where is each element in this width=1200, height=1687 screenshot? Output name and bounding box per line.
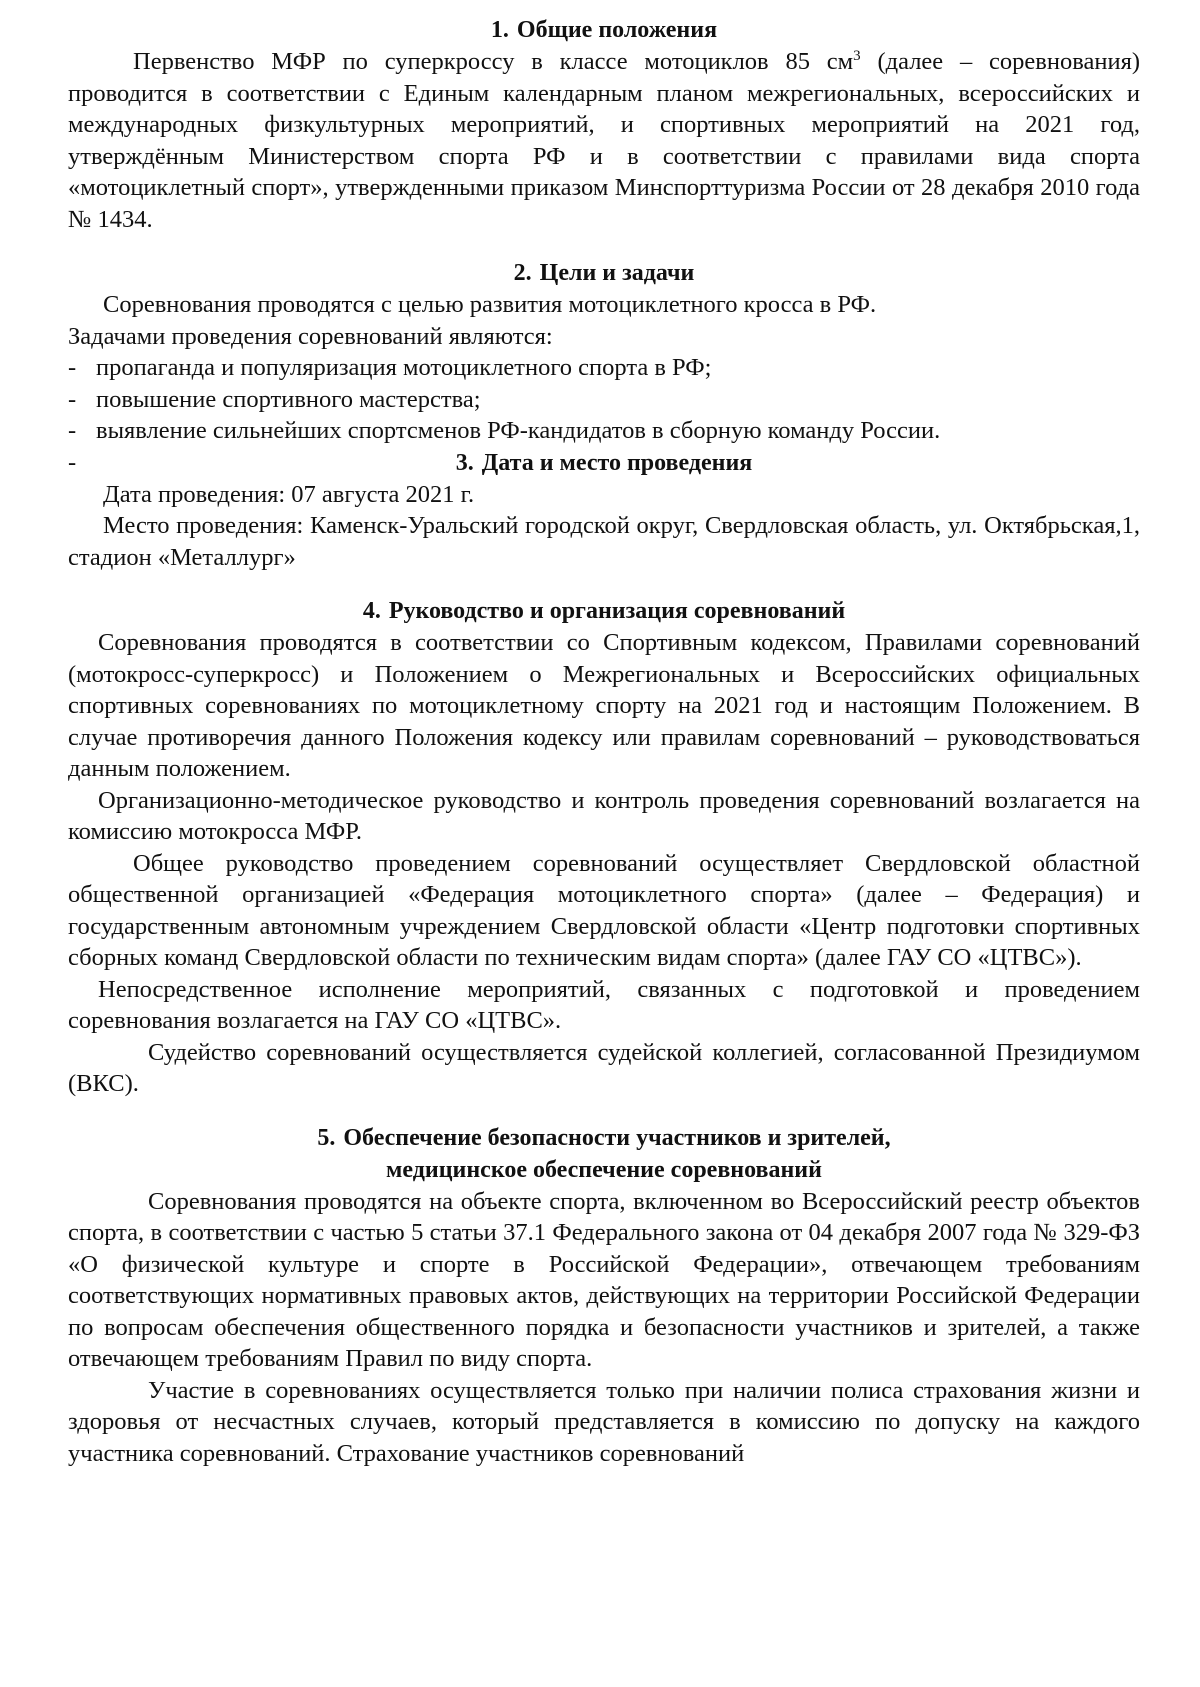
section-2-title (68, 257, 1140, 289)
spacer (68, 1100, 1140, 1122)
section-4-title (68, 595, 1140, 627)
list-item: - выявление сильнейших спортсменов РФ-кандидатов в сборную команду России. (68, 415, 1140, 447)
section-3-title-text: Дата и место проведения (481, 449, 753, 476)
section-5-number: 5. (317, 1124, 336, 1151)
section-1-paragraph-1-text: Первенство МФР по суперкроссу в классе мотоциклов 85 см (133, 48, 854, 75)
spacer (68, 235, 1140, 257)
section-4-paragraph-2: Организационно-методическое руководство и контроль проведения соревнований возлагается на комиссию мотокросса МФР. (68, 786, 1140, 845)
section-1-paragraph-1-cont: (далее – соревнования) проводится в соответствии с Единым календарным планом межрегиональных, всероссийских и международных физкультурных мероприятий, и спортивных мероприятий на 2021 год, утверждённым Министерством спорта РФ и в соответствии с правилами вида спорта «мотоциклетный спорт», утвержденными приказом Минспорттуризма России от 28 декабря 2010 года № 1434. (68, 48, 1141, 233)
section-3-number: 3. (455, 449, 474, 476)
section-3-title (68, 447, 1140, 479)
section-5-title (68, 1122, 1140, 1154)
section-1-title-text: Общие положения (516, 17, 718, 43)
superscript-3: 3 (853, 47, 861, 64)
section-1-number: 1. (490, 17, 509, 43)
section-2-number: 2. (513, 260, 532, 286)
section-2-paragraph-1: Соревнования проводятся с целью развития мотоциклетного кросса в РФ. (103, 291, 877, 318)
section-2-paragraph-2: Задачами проведения соревнований являются: (68, 322, 553, 350)
tasks-list (68, 352, 1140, 447)
section-4-paragraph-3: Общее руководство проведением соревнований осуществляет Свердловской областной общественной организацией «Федерация мотоциклетного спорта» (далее – Федерация) и государственным автономным учреждением Свердловской области «Центр подготовки спортивных сборных команд Свердловской области по техническим видам спорта» (далее ГАУ СО «ЦТВС»). (68, 849, 1140, 971)
section-4-title-text: Руководство и организация соревнований (388, 598, 846, 624)
section-5-title-line-2: медицинское обеспечение соревнований (386, 1156, 822, 1183)
section-3-paragraph-2: Место проведения: Каменск-Уральский городской округ, Свердловская область, ул. Октябрьская,1, стадион «Металлург» (68, 512, 1140, 571)
section-4-paragraph-5: Судейство соревнований осуществляется судейской коллегией, согласованной Президиумом (ВКС). (68, 1038, 1140, 1097)
list-item: - повышение спортивного мастерства; (68, 384, 1140, 416)
section-5-title-text: Обеспечение безопасности участников и зрителей, (343, 1124, 891, 1151)
spacer (68, 573, 1140, 595)
section-3-paragraph-1: Дата проведения: 07 августа 2021 г. (103, 480, 475, 508)
section-4-paragraph-1: Соревнования проводятся в соответствии со Спортивным кодексом, Правилами соревнований (мотокросс-суперкросс) и Положением о Межрегиональных и Всероссийских официальных спортивных соревнованиях по мотоциклетному спорту на 2021 год и настоящим Положением. В случае противоречия данного Положения кодексу или правилам соревнований – руководствоваться данным положением. (68, 629, 1140, 782)
section-2-title-text: Цели и задачи (539, 260, 695, 286)
section-4-number: 4. (362, 598, 381, 624)
section-5-paragraph-2: Участие в соревнованиях осуществляется только при наличии полиса страхования жизни и здоровья от несчастных случаев, который представляется в комиссию по допуску на каждого участника соревнований. Страхование участников соревнований (68, 1376, 1140, 1467)
section-1-paragraph-1 (68, 46, 1140, 235)
section-1-title (68, 14, 1140, 46)
list-item: - пропаганда и популяризация мотоциклетного спорта в РФ; (68, 352, 1140, 384)
section-4-paragraph-4: Непосредственное исполнение мероприятий, связанных с подготовкой и проведением соревнования возлагается на ГАУ СО «ЦТВС». (68, 975, 1140, 1034)
section-5-paragraph-1: Соревнования проводятся на объекте спорта, включенном во Всероссийский реестр объектов спорта, в соответствии с частью 5 статьи 37.1 Федерального закона от 04 декабря 2007 года № 329-ФЗ «О физической культуре и спорте в Российской Федерации», отвечающем требованиям соответствующих нормативных правовых актов, действующих на территории Российской Федерации по вопросам обеспечения общественного порядка и безопасности участников и зрителей, а также отвечающем требованиям Правил по виду спорта. (68, 1187, 1140, 1372)
